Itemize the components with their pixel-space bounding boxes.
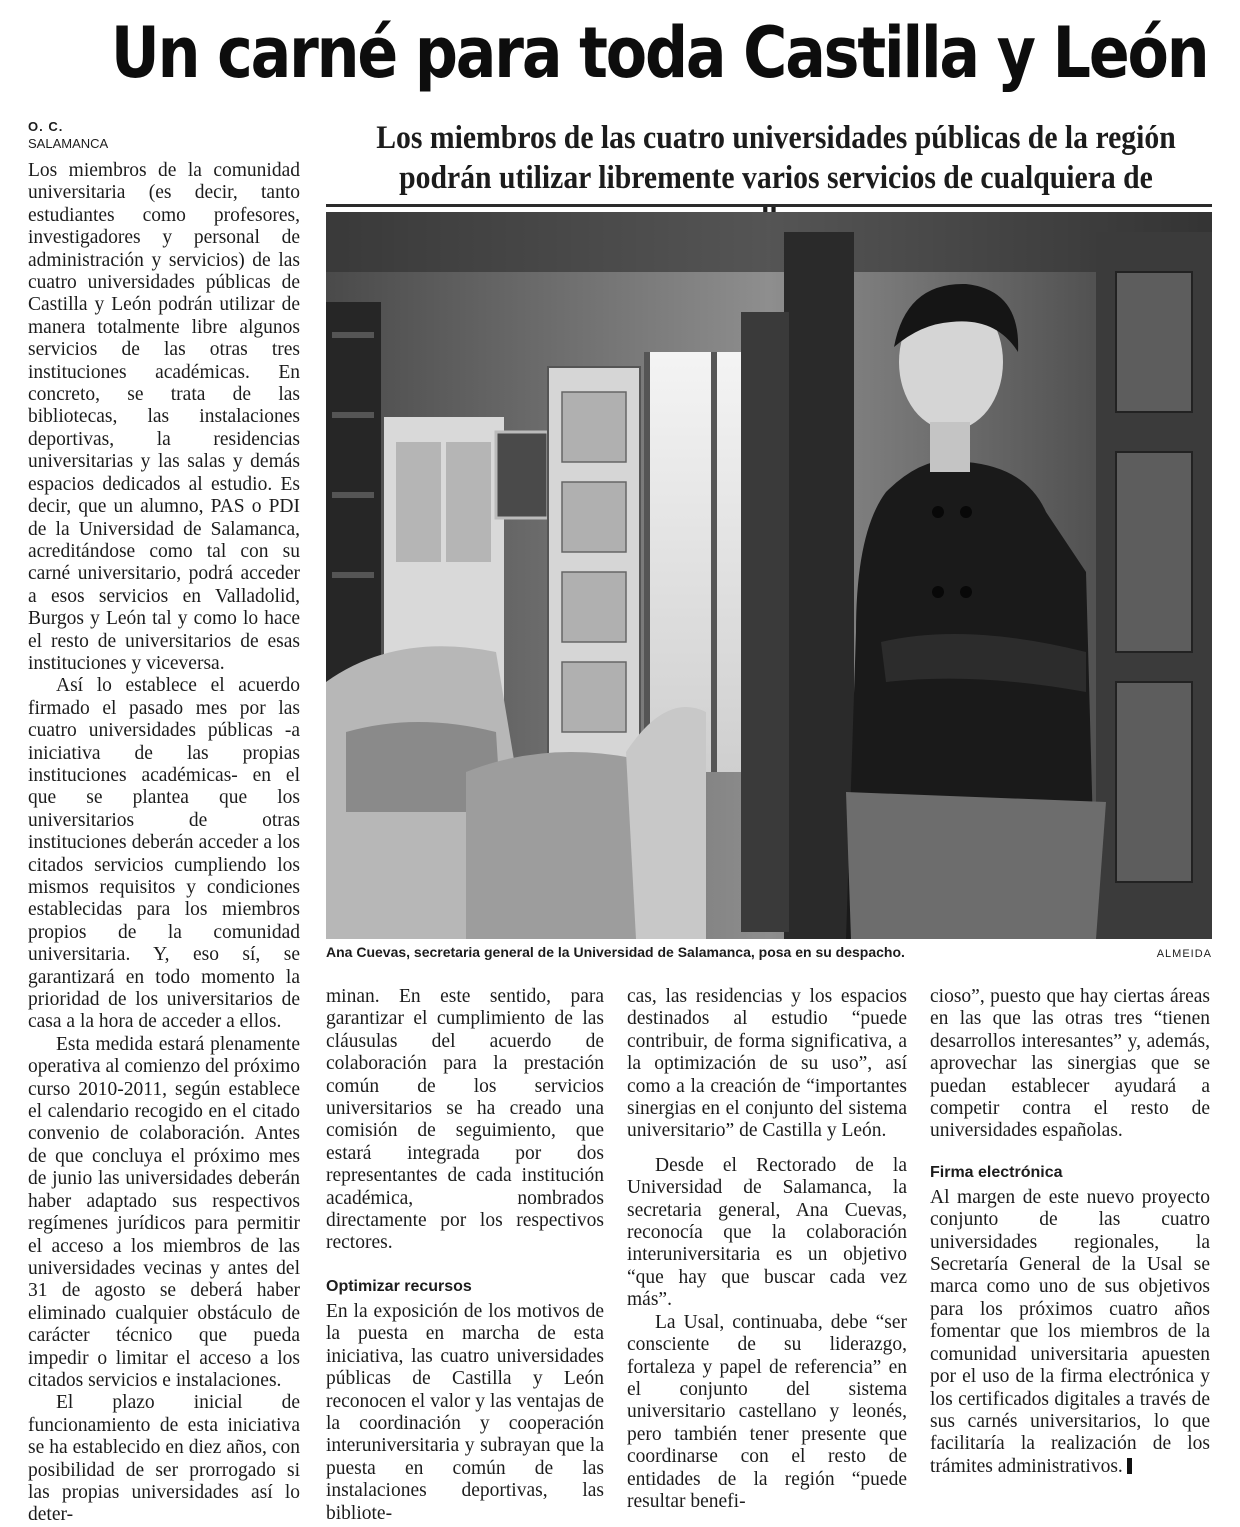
paragraph: Desde el Rectorado de la Universidad de Salamanca, la secretaria general, Ana Cuevas, reconocía que la colaboración interuniversitaria es un objetivo “que hay que buscar cada vez más”.	[627, 1154, 907, 1311]
paragraph: Los miembros de la comunidad universitaria (es decir, tanto estudiantes como profesores, investigadores y personal de administración y servicios) de las cuatro universidades públicas de Castilla y León podrán utilizar de manera totalmente libre algunos servicios de las otras tres instituciones académicas. En concreto, se trata de las bibliotecas, las instalaciones deportivas, la residencias universitarias y las salas y demás espacios dedicados al estudio. Es decir, que un alumno, PAS o PDI de la Universidad de Salamanca, acreditándose como tal con su carné universitario, podrá acceder a esos servicios en Valladolid, Burgos y León tal y como lo hace el resto de universitarios de esas instituciones y viceversa.	[28, 160, 300, 674]
photo-caption	[326, 943, 1212, 963]
paragraph: En la exposición de los motivos de la puesta en marcha de esta iniciativa, las cuatro universidades públicas de Castilla y León reconocen el valor y las ventajas de la coordinación y cooperación interuniversitaria y subrayan que la puesta en común de las instalaciones deportivas, las bibliote-	[326, 1300, 604, 1524]
headline: Un carné para toda Castilla y León	[110, 12, 1208, 94]
column-3	[627, 986, 907, 1513]
byline-place: SALAMANCA	[28, 136, 109, 151]
paragraph-text: Al margen de este nuevo proyecto conjunto de las cuatro universidades regionales, la Secretaría General de la Usal se marca como uno de sus objetivos para los próximos cuatro años fomentar que los miembros de la comunidad universitaria apuesten por el uso de la firma electrónica y los certificados digitales a través de sus carnés universitarios, lo que facilitaría la realización de los trámites administrativos.	[930, 1186, 1210, 1477]
byline	[28, 118, 308, 152]
column-2	[326, 986, 604, 1525]
subhead-rule	[326, 204, 1212, 207]
column-1	[28, 160, 300, 1527]
column-4	[930, 986, 1210, 1478]
subhead-line-1: Los miembros de las cuatro universidades públicas de la región	[376, 120, 1176, 156]
subheading-optimizar-recursos: Optimizar recursos	[326, 1277, 472, 1295]
byline-author: O. C.	[28, 119, 64, 134]
paragraph: El plazo inicial de funcionamiento de esta iniciativa se ha establecido en diez años, con posibilidad de ser prorrogado si las propias universidades así lo deter-	[28, 1392, 300, 1526]
subheading-firma-electronica: Firma electrónica	[930, 1163, 1063, 1181]
paragraph	[930, 1187, 1210, 1478]
photo-ana-cuevas	[326, 212, 1212, 939]
paragraph: cas, las residencias y los espacios destinados al estudio “puede contribuir, de forma significativa, a la optimización de su uso”, así como a la creación de “importantes sinergias en el conjunto del sistema universitario” de Castilla y León.	[627, 986, 907, 1142]
paragraph: La Usal, continuaba, debe “ser consciente de su liderazgo, fortaleza y papel de referencia” en el conjunto del sistema universitario castellano y leonés, pero también tener presente que coordinarse con el resto de entidades de la región “puede resultar benefi-	[627, 1311, 907, 1512]
paragraph: Esta medida estará plenamente operativa al comienzo del próximo curso 2010-2011, según establece el calendario recogido en el citado convenio de colaboración. Antes de que concluya el próximo mes de junio las universidades deberán haber adaptado sus respectivos regímenes jurídicos para permitir el acceso a los miembros de las universidades vecinas y antes del 31 de agosto se deberá haber eliminado cualquier obstáculo de carácter técnico que pueda impedir o limitar el acceso a los citados servicios e instalaciones.	[28, 1033, 300, 1391]
office-photo-illustration	[326, 212, 1212, 939]
paragraph: minan. En este sentido, para garantizar el cumplimiento de las cláusulas del acuerdo de colaboración para la prestación común de los servicios universitarios se ha creado una comisión de seguimiento, que estará integrada por dos representantes de cada institución académica, nombrados directamente por los respectivos rectores.	[326, 986, 604, 1254]
caption-text: Ana Cuevas, secretaria general de la Universidad de Salamanca, posa en su despacho.	[326, 944, 905, 960]
end-mark	[1127, 1458, 1132, 1474]
subhead-line-2: podrán utilizar libremente varios servicios de cualquiera de	[399, 160, 1153, 196]
paragraph: Así lo establece el acuerdo firmado el pasado mes por las cuatro universidades públicas -a iniciativa de las propias instituciones académicas- en el que se plantea que los universitarios de otras instituciones deberán acceder a los citados servicios cumpliendo los mismos requisitos y condiciones establecidas para los miembros propios de la comunidad universitaria. Y, eso sí, se garantizará en todo momento la prioridad de los universitarios de casa a la hora de acceder a ellos.	[28, 675, 300, 1033]
photo-credit: ALMEIDA	[1156, 948, 1212, 960]
paragraph: cioso”, puesto que hay ciertas áreas en las que las otras tres “tienen desarrollos interesantes” y, además, aprovechar las sinergias que se puedan establecer ayudará a competir contra el resto de universidades españolas.	[930, 986, 1210, 1142]
